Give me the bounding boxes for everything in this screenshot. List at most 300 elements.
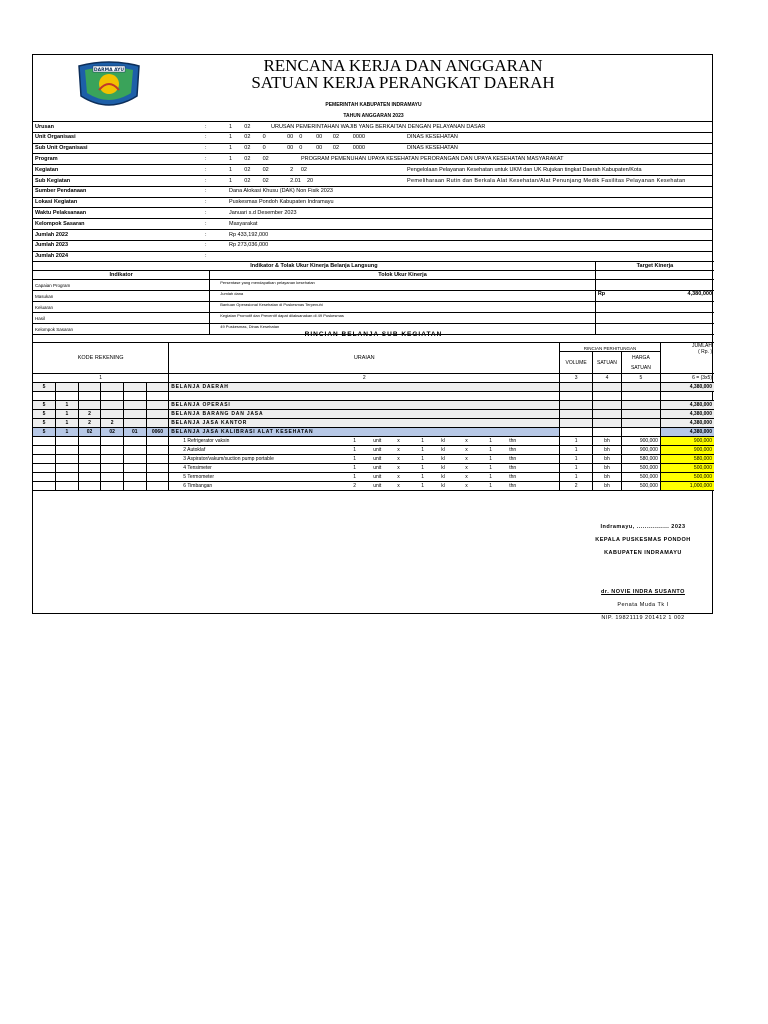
qty: 1 [421, 456, 425, 462]
info-label: Kegiatan [35, 166, 59, 173]
uraian-cell [169, 446, 560, 455]
rincian-table [33, 342, 714, 491]
jumlah-cell: 4,380,000 [660, 401, 714, 410]
kode-cell [124, 473, 147, 482]
satuan-cell: bh [593, 437, 622, 446]
pemerintah-label: PEMERINTAH KABUPATEN INDRAMAYU [325, 102, 422, 108]
kode-cell [124, 482, 147, 491]
kinerja-tolok: Persentase yang mendapatkan pelayanan kesehatan [210, 280, 596, 291]
info-text: PROGRAM PEMENUHAN UPAYA KESEHATAN PERORANGAN DAN UPAYA KESEHATAN MASYARAKAT [301, 155, 564, 162]
unit: unit [373, 465, 382, 471]
info-text: Pengelolaan Pelayanan Kesehatan untuk UKM dan UK Rujukan tingkat Daerah Kabupaten/Kota [407, 166, 642, 173]
empty-cell [621, 410, 660, 419]
rka-document [32, 54, 713, 621]
kode-cell [124, 401, 147, 410]
kode-cell [146, 392, 169, 401]
times: x [465, 447, 468, 453]
info-text: DINAS KESEHATAN [407, 145, 458, 152]
kode-cell [33, 437, 56, 446]
kode-cell [146, 419, 169, 428]
kode-cell [56, 383, 79, 392]
qty: 1 [489, 438, 493, 444]
info-colon: : [205, 166, 207, 173]
times: x [397, 447, 400, 453]
info-code: 1 02 02 [229, 155, 269, 162]
jumlah-cell: 4,380,000 [660, 410, 714, 419]
row-divider [33, 218, 712, 219]
kode-cell [101, 401, 124, 410]
unit: thn [509, 456, 517, 462]
target-value [630, 280, 714, 291]
kode-cell [146, 383, 169, 392]
kinerja-indikator: Capaian Program [33, 280, 210, 291]
info-label: Sumber Pendanaan [35, 188, 87, 195]
kinerja-heading: Indikator & Tolak Ukur Kinerja Belanja Langsung [33, 262, 595, 271]
qty: 1 [421, 474, 425, 480]
item-row [33, 473, 714, 482]
unit: unit [373, 456, 382, 462]
info-label: Program [35, 155, 58, 162]
info-label: Jumlah 2024 [35, 253, 69, 260]
item-row [33, 464, 714, 473]
kinerja-indikator: Keluaran [33, 302, 210, 313]
kode-cell [101, 410, 124, 419]
empty-cell [621, 401, 660, 410]
kode-cell [146, 437, 169, 446]
empty-cell [560, 401, 593, 410]
times: x [397, 438, 400, 444]
qty: 1 [489, 474, 493, 480]
colnum: 5 [621, 374, 660, 383]
qty: 1 [353, 456, 357, 462]
qty: 2 [353, 483, 357, 489]
kode-cell [33, 455, 56, 464]
volume-cell: 2 [560, 482, 593, 491]
tahun-label: TAHUN ANGGARAN 2023 [343, 113, 404, 119]
kode-cell [101, 473, 124, 482]
volume-cell: 1 [560, 473, 593, 482]
info-colon: : [205, 134, 207, 141]
kode-cell [56, 446, 79, 455]
item-name: 1 Refrigerator vaksin [183, 438, 230, 444]
times: x [465, 465, 468, 471]
row-divider [33, 143, 712, 144]
uraian-cell: BELANJA OPERASI [169, 401, 560, 410]
item-name: 2 Autoklaf [183, 447, 206, 453]
colnum: 1 [33, 374, 169, 383]
kode-cell [146, 464, 169, 473]
kode-cell: 5 [33, 428, 56, 437]
uraian-cell: BELANJA JASA KANTOR [169, 419, 560, 428]
kinerja-table [33, 261, 714, 335]
harga-cell: 500,000 [621, 482, 660, 491]
qty: 1 [353, 447, 357, 453]
jumlah-cell: 4,380,000 [660, 383, 714, 392]
unit: thn [509, 483, 517, 489]
qty: 1 [421, 465, 425, 471]
target-heading: Target Kinerja [595, 262, 714, 271]
info-text: Rp 273,036,000 [229, 242, 269, 249]
qty: 1 [421, 438, 425, 444]
info-colon: : [205, 253, 207, 260]
satuan-cell: bh [593, 464, 622, 473]
info-colon: : [205, 199, 207, 206]
target-value [630, 313, 714, 324]
kinerja-row [33, 291, 714, 302]
unit: unit [373, 474, 382, 480]
kode-cell: 5 [33, 383, 56, 392]
kode-cell: 0060 [146, 428, 169, 437]
qty: 1 [489, 447, 493, 453]
satuan-cell: bh [593, 473, 622, 482]
uraian-cell: BELANJA BARANG DAN JASA [169, 410, 560, 419]
item-name: 4 Tensimeter [183, 465, 212, 471]
jumlah-cell: 4,380,000 [660, 419, 714, 428]
document-title-line2: SATUAN KERJA PERANGKAT DAERAH [251, 73, 555, 92]
unit: unit [373, 483, 382, 489]
empty-cell [621, 383, 660, 392]
volume-cell: 1 [560, 455, 593, 464]
info-label: Waktu Pelaksanaan [35, 209, 87, 216]
place-date: Indramayu, ................ 2023 [600, 524, 686, 530]
kode-cell [78, 383, 101, 392]
info-label: Jumlah 2022 [35, 231, 69, 238]
kode-cell [124, 410, 147, 419]
qty: 1 [489, 465, 493, 471]
row-divider [33, 240, 712, 241]
times: x [397, 474, 400, 480]
harga-cell: 500,000 [621, 473, 660, 482]
item-name: 6 Timbangan [183, 483, 213, 489]
kode-cell [101, 482, 124, 491]
unit: kl [441, 483, 445, 489]
harga-cell: 900,000 [621, 437, 660, 446]
col-indikator: Indikator [33, 271, 210, 280]
empty-cell [593, 419, 622, 428]
row-divider [33, 207, 712, 208]
item-row [33, 455, 714, 464]
satuan-cell: bh [593, 446, 622, 455]
uraian-cell: BELANJA JASA KALIBRASI ALAT KESEHATAN [169, 428, 560, 437]
document-title-line1: RENCANA KERJA DAN ANGGARAN [263, 56, 543, 75]
target-empty [595, 271, 714, 280]
signature-name: dr. NOVIE INDRA SUSANTO [601, 589, 685, 595]
uraian-cell [169, 455, 560, 464]
unit: kl [441, 474, 445, 480]
colnum: 2 [169, 374, 560, 383]
signature-nip: NIP. 19821119 201412 1 002 [601, 615, 685, 621]
column-number-row [33, 374, 714, 383]
unit: kl [441, 456, 445, 462]
col-uraian: URAIAN [169, 343, 560, 374]
jumlah-cell: 500,000 [660, 473, 714, 482]
jumlah-cell: 900,000 [660, 437, 714, 446]
empty-cell [560, 383, 593, 392]
kode-cell [78, 401, 101, 410]
info-code: 1 02 0 00 0 00 02 0000 [229, 134, 366, 141]
kode-cell [124, 464, 147, 473]
kode-cell [56, 437, 79, 446]
info-text: DINAS KESEHATAN [407, 134, 458, 141]
uraian-cell: BELANJA DAERAH [169, 383, 560, 392]
unit: kl [441, 465, 445, 471]
item-row [33, 482, 714, 491]
signature-rank: Penata Muda Tk I [617, 602, 669, 608]
kinerja-tolok: Bantuan Operasional Kesehatan di Puskesmas Terpenuhi [210, 302, 596, 313]
info-label: Kelompok Sasaran [35, 220, 85, 227]
info-code: 1 02 02 2 02 [229, 166, 307, 173]
item-row [33, 446, 714, 455]
unit: kl [441, 447, 445, 453]
empty-cell [593, 401, 622, 410]
kinerja-row [33, 313, 714, 324]
unit: thn [509, 447, 517, 453]
kinerja-tolok: 49 Puskesmas, Dinas Kesehatan [210, 324, 596, 335]
uraian-cell [169, 392, 560, 401]
kode-cell: 1 [56, 410, 79, 419]
empty-cell [621, 428, 660, 437]
colnum: 6 = (3x5) [660, 374, 714, 383]
info-text: Masyarakat [229, 220, 258, 227]
volume-cell: 1 [560, 437, 593, 446]
kode-cell [56, 464, 79, 473]
qty: 1 [489, 456, 493, 462]
signature-block [573, 521, 713, 625]
kinerja-tolok: Kegiatan Promotif dan Preventif dapat dilaksanakan di 49 Puskesmas [210, 313, 596, 324]
uraian-cell [169, 473, 560, 482]
kode-cell [56, 473, 79, 482]
kode-cell [101, 392, 124, 401]
times: x [465, 474, 468, 480]
unit: unit [373, 447, 382, 453]
info-code: 1 02 [229, 123, 251, 130]
kode-cell [124, 455, 147, 464]
jumlah-cell: 4,380,000 [660, 428, 714, 437]
kode-cell: 5 [33, 410, 56, 419]
info-colon: : [205, 209, 207, 216]
qty: 1 [489, 483, 493, 489]
colnum: 3 [560, 374, 593, 383]
col-harga-satuan: HARGA SATUAN [621, 352, 660, 374]
item-name: 5 Termometer [183, 474, 215, 480]
col-jumlah-label: JUMLAH [691, 343, 712, 349]
times: x [397, 465, 400, 471]
kode-cell [124, 392, 147, 401]
satuan-cell: bh [593, 482, 622, 491]
kode-cell [101, 455, 124, 464]
kode-cell [124, 446, 147, 455]
kode-cell: 2 [78, 410, 101, 419]
info-text: Pemeliharaan Rutin dan Berkala Alat Kesehatan/Alat Penunjang Medik Fasilitas Pelayanan Kesehatan [407, 177, 686, 184]
row-divider [33, 229, 712, 230]
kode-cell [146, 401, 169, 410]
info-text: URUSAN PEMERINTAHAN WAJIB YANG BERKAITAN DENGAN PELAYANAN DASAR [271, 123, 486, 130]
kode-cell [124, 419, 147, 428]
kode-cell [146, 455, 169, 464]
kode-cell: 5 [33, 419, 56, 428]
kinerja-indikator: Masukan [33, 291, 210, 302]
kode-cell [146, 446, 169, 455]
kode-cell [101, 446, 124, 455]
empty-cell [593, 383, 622, 392]
row-divider [33, 251, 712, 252]
harga-cell: 500,000 [621, 464, 660, 473]
jumlah-cell: 900,000 [660, 446, 714, 455]
kode-cell [33, 446, 56, 455]
kode-cell [101, 383, 124, 392]
satuan-cell: bh [593, 455, 622, 464]
target-value: 4,380,000 [630, 291, 714, 302]
empty-cell [560, 419, 593, 428]
info-text: Dana Alokasi Khusu (DAK) Non Fisik 2023 [229, 188, 333, 195]
rekening-row [33, 410, 714, 419]
rekening-row [33, 428, 714, 437]
rekening-row [33, 392, 714, 401]
kinerja-indikator: Kelompok Sasaran [33, 324, 210, 335]
kode-cell: 01 [124, 428, 147, 437]
kode-cell [56, 482, 79, 491]
info-colon: : [205, 145, 207, 152]
colnum: 4 [593, 374, 622, 383]
kode-cell [101, 464, 124, 473]
info-colon: : [205, 177, 207, 184]
info-colon: : [205, 188, 207, 195]
info-label: Jumlah 2023 [35, 242, 69, 249]
item-name: 3 Aspirator/vakum/suction pump portable [183, 456, 274, 462]
harga-cell: 900,000 [621, 446, 660, 455]
volume-cell: 1 [560, 464, 593, 473]
uraian-cell [169, 482, 560, 491]
rekening-row [33, 383, 714, 392]
col-jumlah [660, 343, 714, 374]
kinerja-indikator: Hasil [33, 313, 210, 324]
jumlah-cell: 500,000 [660, 464, 714, 473]
col-satuan: SATUAN [593, 352, 622, 374]
qty: 1 [353, 438, 357, 444]
jumlah-cell: 1,000,000 [660, 482, 714, 491]
empty-cell [560, 392, 593, 401]
empty-cell [621, 392, 660, 401]
kode-cell [33, 482, 56, 491]
rincian-heading: RINCIAN BELANJA SUB KEGIATAN [304, 331, 443, 338]
target-unit [595, 280, 630, 291]
kode-cell: 1 [56, 419, 79, 428]
kode-cell [146, 482, 169, 491]
unit: thn [509, 465, 517, 471]
target-unit [595, 313, 630, 324]
info-text: Puskesmas Pondoh Kabupaten Indramayu [229, 199, 334, 206]
times: x [465, 483, 468, 489]
empty-cell [621, 419, 660, 428]
info-colon: : [205, 220, 207, 227]
info-label: Lokasi Kegiatan [35, 199, 78, 206]
volume-cell: 1 [560, 446, 593, 455]
kode-cell [101, 437, 124, 446]
rekening-row [33, 401, 714, 410]
unit: thn [509, 438, 517, 444]
qty: 1 [353, 474, 357, 480]
kode-cell [124, 383, 147, 392]
col-volume: VOLUME [560, 352, 593, 374]
col-kode-rekening: KODE REKENING [33, 343, 169, 374]
empty-cell [593, 428, 622, 437]
kode-cell [78, 464, 101, 473]
kode-cell [33, 392, 56, 401]
kode-cell: 02 [101, 428, 124, 437]
item-row [33, 437, 714, 446]
times: x [397, 483, 400, 489]
kode-cell [78, 392, 101, 401]
times: x [465, 456, 468, 462]
kode-cell [78, 437, 101, 446]
row-divider [33, 132, 712, 133]
kode-cell [146, 473, 169, 482]
kinerja-row [33, 302, 714, 313]
kode-cell [33, 464, 56, 473]
jumlah-cell [660, 392, 714, 401]
unit: kl [441, 438, 445, 444]
info-label: Urusan [35, 123, 54, 130]
times: x [465, 438, 468, 444]
kode-cell [124, 437, 147, 446]
info-code: 1 02 0 00 0 00 02 0000 [229, 145, 366, 152]
info-code: 1 02 02 2.01 20 [229, 177, 314, 184]
qty: 1 [421, 483, 425, 489]
kode-cell: 2 [101, 419, 124, 428]
kode-cell [146, 410, 169, 419]
row-divider [33, 197, 712, 198]
info-text: Januari s.d Desember 2023 [229, 209, 297, 216]
info-colon: : [205, 242, 207, 249]
kode-cell: 2 [78, 419, 101, 428]
signature-role-2: KABUPATEN INDRAMAYU [604, 550, 682, 556]
unit: unit [373, 438, 382, 444]
empty-cell [560, 428, 593, 437]
kode-cell [78, 473, 101, 482]
unit: thn [509, 474, 517, 480]
qty: 1 [353, 465, 357, 471]
uraian-cell [169, 464, 560, 473]
kode-cell [78, 455, 101, 464]
target-value [630, 302, 714, 313]
info-colon: : [205, 155, 207, 162]
rekening-row [33, 419, 714, 428]
kode-cell [56, 392, 79, 401]
kinerja-row [33, 280, 714, 291]
target-unit [595, 302, 630, 313]
kode-cell: 1 [56, 428, 79, 437]
col-rincian-perhitungan: RINCIAN PERHITUNGAN [560, 343, 661, 352]
row-divider [33, 186, 712, 187]
empty-cell [560, 410, 593, 419]
info-label: Sub Unit Organisasi [35, 145, 88, 152]
jumlah-cell: 580,000 [660, 455, 714, 464]
kode-cell [56, 455, 79, 464]
col-jumlah-unit: ( Rp. ) [698, 349, 712, 355]
kode-cell: 5 [33, 401, 56, 410]
empty-cell [593, 410, 622, 419]
kode-cell [78, 446, 101, 455]
empty-cell [593, 392, 622, 401]
info-colon: : [205, 123, 207, 130]
target-unit: Rp [595, 291, 630, 302]
info-text: Rp 433,192,000 [229, 231, 269, 238]
col-tolok: Tolok Ukur Kinerja [210, 271, 596, 280]
uraian-cell [169, 437, 560, 446]
harga-cell: 580,000 [621, 455, 660, 464]
logo-text: DARMA AYU [93, 68, 125, 73]
kode-cell: 02 [78, 428, 101, 437]
